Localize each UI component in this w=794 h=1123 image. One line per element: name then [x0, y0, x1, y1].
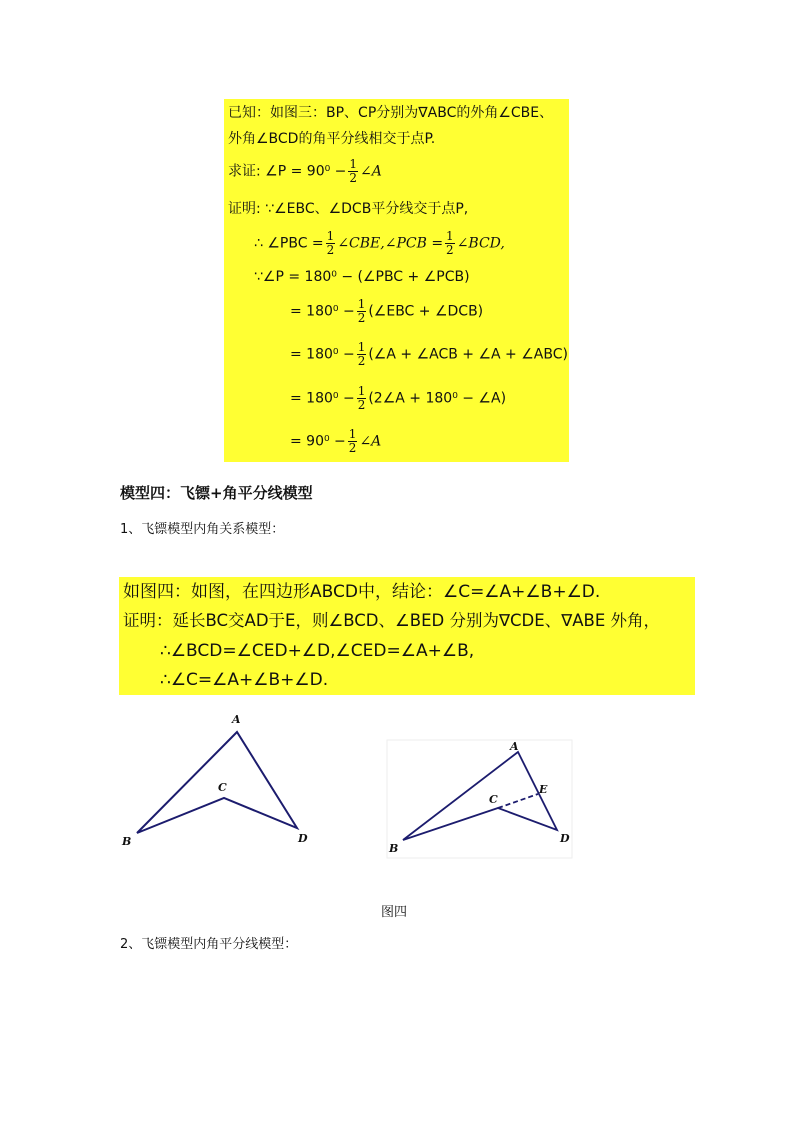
proof-step-3: = 180⁰ − $\frac{1}{2}$ (∠EBC + ∠DCB) — [290, 297, 484, 325]
proof-step-4: = 180⁰ − $\frac{1}{2}$ (∠A + ∠ACB + ∠A + ∠ABC) — [290, 340, 568, 368]
fraction-half: $\frac{1}{2}$ — [349, 157, 358, 185]
label-c: C — [218, 781, 227, 794]
figure-dart-left — [110, 705, 320, 855]
label-e: E — [539, 783, 548, 796]
proof-label-line: 证明: ∵∠EBC、∠DCB平分线交于点P, — [228, 201, 469, 217]
label-a: A — [510, 740, 519, 753]
figure-caption: 图四 — [381, 905, 408, 920]
label-d: D — [560, 832, 570, 845]
label-c: C — [489, 793, 498, 806]
section-title: 模型四：飞镖+角平分线模型 — [120, 484, 313, 502]
label-d: D — [298, 832, 308, 845]
proof-step-5: = 180⁰ − $\frac{1}{2}$ (2∠A + 180⁰ − ∠A) — [290, 384, 507, 412]
figure-dart-right — [385, 738, 575, 863]
prove-line — [228, 158, 382, 185]
proof-step-6: = 90⁰ − $\frac{1}{2}$ ∠A — [290, 427, 382, 455]
box2-line-2: 证明：延长BC交AD于E，则∠BCD、∠BED 分别为∇CDE、∇ABE 外角， — [123, 611, 661, 630]
box2-line-4: ∴∠C=∠A+∠B+∠D. — [160, 670, 329, 690]
label-b: B — [122, 835, 132, 848]
proof-step-1: ∴ ∠PBC = $\frac{1}{2}$ ∠CBE,∠PCB = $\frac{1}{2}$ ∠BCD, — [254, 229, 505, 257]
dart-shape — [403, 752, 557, 840]
prove-label: 求证: ∠P = 90⁰ − — [228, 163, 347, 180]
proof-step-2: ∵∠P = 180⁰ − (∠PBC + ∠PCB) — [254, 269, 470, 285]
item-1: 1、飞镖模型内角关系模型： — [120, 522, 285, 537]
prove-tail: ∠A — [360, 163, 382, 180]
extension-line — [498, 794, 538, 808]
label-a: A — [232, 713, 241, 726]
label-b: B — [389, 842, 399, 855]
box2-line-3: ∴∠BCD=∠CED+∠D,∠CED=∠A+∠B, — [160, 641, 475, 661]
box2-line-1: 如图四：如图，在四边形ABCD中，结论：∠C=∠A+∠B+∠D. — [123, 582, 601, 602]
item-2: 2、飞镖模型内角平分线模型： — [120, 937, 298, 952]
given-line-2: 外角∠BCD的角平分线相交于点P. — [228, 131, 436, 147]
given-line-1: 已知：如图三：BP、CP分别为∇ABC的外角∠CBE、 — [228, 105, 554, 121]
dart-shape — [137, 732, 297, 833]
